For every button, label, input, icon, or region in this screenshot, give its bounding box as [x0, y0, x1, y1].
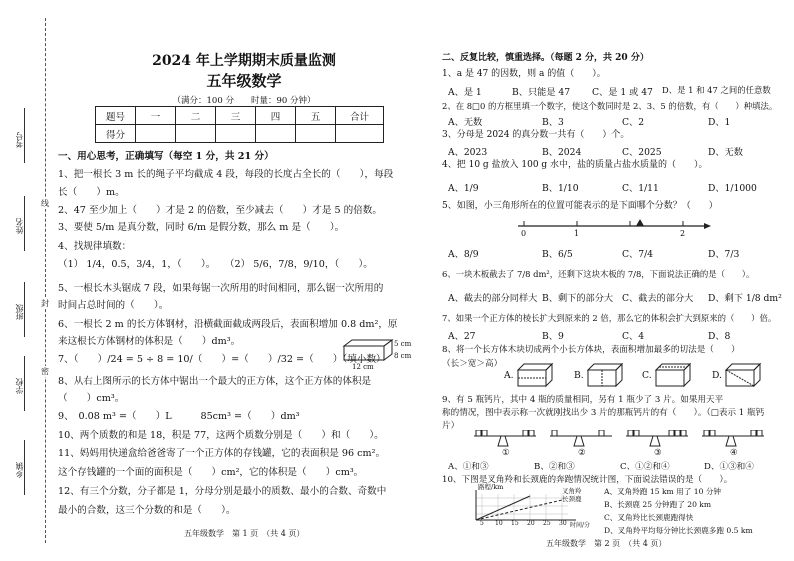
choice-q10-option[interactable]: C、叉角羚比长颈鹿跑得快	[604, 513, 694, 522]
exam-number-blank[interactable]	[24, 108, 25, 163]
choice-q6-option[interactable]: C、截去的部分大	[622, 293, 694, 304]
q5-line-1: 5、一根长木头锯成 7 段，如果每锯一次所用的时间相同，那么锯一次所用的	[58, 283, 384, 294]
right-page	[442, 0, 787, 561]
chart-ylabel: 路程/km	[478, 483, 504, 491]
score-header-row	[96, 107, 384, 125]
choice-q5-option[interactable]: B、6/5	[542, 249, 573, 260]
score-cell[interactable]	[296, 125, 336, 143]
score-cell[interactable]	[256, 125, 296, 143]
choice-q5: 5、如图，小三角形所在的位置可能表示的是下面哪个分数？（ ）	[442, 201, 718, 211]
school-label: 学校	[15, 378, 24, 394]
choice-q8-option[interactable]: C.	[642, 370, 652, 381]
cut-figure-b	[586, 362, 626, 388]
cuboid-figure	[340, 336, 402, 364]
scale-number: ③	[654, 448, 662, 458]
score-cell[interactable]	[136, 125, 176, 143]
choice-q1-option[interactable]: C、是 1 或 47	[592, 87, 653, 98]
chart-xlabel: 时间/分	[570, 522, 591, 529]
cuboid-width-label: 8 cm	[394, 352, 412, 360]
scale-number: ①	[502, 448, 510, 458]
choice-q10-option[interactable]: B、长颈鹿 25 分钟跑了 20 km	[604, 500, 712, 509]
choice-q2-option[interactable]: C、2	[622, 117, 645, 128]
q8-line-1: 8、从右上图所示的长方体中锯出一个最大的正方体，这个正方体的体积是	[58, 376, 372, 387]
scale-number: ④	[730, 448, 738, 458]
chart-legend-pronghorn: 叉角羚	[562, 487, 582, 495]
choice-q6-option[interactable]: B、剩下的部分大	[542, 293, 614, 304]
chart-xtick: 30	[559, 520, 567, 527]
balance-scale-icon	[474, 430, 536, 446]
score-header-cell: 三	[216, 107, 256, 125]
score-cell[interactable]	[176, 125, 216, 143]
cut-figure-c	[654, 362, 694, 388]
class-label: 班级	[15, 304, 24, 320]
choice-q4-option[interactable]: B、1/10	[542, 183, 579, 194]
choice-q7: 7、如果一个正方体的棱长扩大到原来的 2 倍，那么它的体积会扩大到原来的（ ）倍。	[442, 313, 777, 323]
q8-line-2: （ ）cm³。	[58, 393, 125, 404]
choice-q2: 2、在 8□0 的方框里填一个数字，使这个数同时是 2、3、5 的倍数，有（ ）种填法。	[442, 101, 778, 111]
chart-xtick: 15	[511, 520, 519, 527]
balance-scale-icon	[550, 430, 612, 446]
cuboid-length-label: 12 cm	[352, 363, 374, 371]
chart-xtick: 20	[527, 520, 535, 527]
choice-q6: 6、一块木板截去了 7/8 dm²，还剩下这块木板的 7/8，下面说法正确的是（ ）。	[442, 269, 755, 279]
choice-q3-option[interactable]: B、2024	[542, 147, 582, 158]
choice-q7-option[interactable]: D、8	[708, 331, 731, 342]
score-header-cell: 五	[296, 107, 336, 125]
pronghorn-line	[476, 496, 530, 520]
choice-q8-option[interactable]: A.	[504, 370, 514, 381]
balance-scale-icon	[702, 430, 764, 446]
cuboid-height-label: 5 cm	[394, 340, 412, 348]
scale-number: ②	[578, 448, 586, 458]
choice-q4-option[interactable]: D、1/1000	[708, 183, 757, 194]
choice-q10-option[interactable]: A、叉角羚跑 15 km 用了 10 分钟	[604, 487, 722, 496]
choice-q8-note: （长＞宽＞高）	[442, 359, 503, 369]
choice-q3-option[interactable]: D、无数	[708, 147, 743, 158]
q3-line: 3、要使 5/m 是真分数，同时 6/m 是假分数，那么 m 是（ ）。	[58, 222, 345, 233]
choice-q10: 10、下图是叉角羚和长颈鹿的奔跑情况统计图，下面说法错误的是（ ）。	[442, 475, 733, 485]
choice-q3-option[interactable]: C、2025	[622, 147, 662, 158]
score-cell[interactable]	[216, 125, 256, 143]
q9-line: 9、 0.08 m³ =（ ）L 85cm³ =（ ）dm³	[58, 411, 300, 422]
choice-q1-option[interactable]: B、只能是 47	[512, 87, 571, 98]
balance-scale-icon	[626, 430, 688, 446]
choice-q2-option[interactable]: D、1	[708, 117, 731, 128]
choice-q9-option[interactable]: A、①和③	[448, 462, 489, 472]
choice-q4: 4、把 10 g 盐放入 100 g 水中，盐的质量占盐水质量的（ ）。	[442, 160, 708, 170]
binding-strip	[0, 0, 58, 561]
exam-meta: （满分：100 分 时量：90 分钟）	[172, 96, 316, 106]
section-2-heading: 二、反复比较，慎重选择。（每题 2 分，共 20 分）	[442, 53, 649, 63]
chart-xtick: 10	[495, 520, 503, 527]
choice-q9-line-3: 片）	[442, 421, 460, 431]
score-header-cell: 二	[176, 107, 216, 125]
exam-title: 2024 年上学期期末质量监测	[152, 53, 336, 69]
choice-q2-option[interactable]: B、3	[542, 117, 564, 128]
choice-q7-option[interactable]: A、27	[448, 331, 476, 342]
choice-q1-option[interactable]: A、是 1	[448, 87, 482, 98]
choice-q1: 1、a 是 47 的因数，则 a 的值（ ）。	[442, 69, 606, 79]
choice-q9-line-2: 称的情况，图中表示称一次就刚找出少 3 片的那瓶钙片的有（ ）。（□表示 1 瓶钙	[442, 408, 765, 418]
q6-line-1: 6、一根长 2 m 的长方体钢材，沿横截面截成两段后，表面积增加 0.8 dm²，原	[58, 319, 398, 330]
cut-figure-d	[724, 362, 764, 388]
town-label: 乡镇	[15, 462, 24, 478]
choice-q9-option[interactable]: C、①②和④	[620, 462, 670, 472]
choice-q9-option[interactable]: B、②和③	[534, 462, 575, 472]
q11-line-1: 11、妈妈用快递盒给爸爸寄了一个正方体的存钱罐，它的表面积是 96 cm²。	[58, 448, 386, 459]
number-line-label: 2	[680, 229, 686, 238]
choice-q8-option[interactable]: D.	[712, 370, 722, 381]
choice-q6-option[interactable]: D、剩下 1/8 dm²	[708, 293, 782, 304]
section-1-heading: 一、用心思考，正确填写（每空 1 分，共 21 分）	[58, 151, 274, 162]
school-blank[interactable]	[24, 356, 25, 411]
chart-legend-giraffe: 长颈鹿	[562, 495, 582, 503]
choice-q7-option[interactable]: C、4	[622, 331, 645, 342]
score-table	[95, 106, 384, 143]
q12-line-2: 最小的合数，这三个分数的和是（ ）。	[58, 505, 236, 516]
page-2-footer: 五年级数学 第 2 页 （共 4 页）	[546, 539, 667, 548]
name-label: 姓名	[15, 218, 24, 234]
choice-q3-option[interactable]: A、2023	[448, 147, 488, 158]
q4-line: 4、找规律填数：	[58, 241, 132, 252]
q4-sequences: （1） 1/4，0.5，3/4，1，（ ）。 （2） 5/6，7/8，9/10，（ ）。	[58, 259, 373, 270]
choice-q5-option[interactable]: A、8/9	[448, 249, 479, 260]
class-blank[interactable]	[24, 282, 25, 337]
choice-q6-option[interactable]: A、截去的部分同样大	[448, 293, 538, 304]
giraffe-line	[476, 500, 562, 520]
score-cell[interactable]	[336, 125, 384, 143]
q11-line-2: 这个存钱罐的一个面的面积是（ ）cm²，它的体积是（ ）cm³。	[58, 467, 364, 478]
choice-q10-option[interactable]: D、叉角羚平均每分钟比长颈鹿多跑 0.5 km	[604, 526, 753, 535]
score-row-label: 得分	[96, 125, 136, 143]
binding-dashed-line	[45, 18, 46, 543]
choice-q1-option[interactable]: D、是 1 和 47 之间的任意数	[662, 85, 771, 95]
number-line-label: 1	[574, 229, 580, 238]
q6-line-2: 来这根长方体钢材的体积是（ ）dm³。	[58, 336, 241, 347]
page-1-footer: 五年级数学 第 1 页 （共 4 页）	[184, 529, 305, 538]
choice-q9-option[interactable]: D、①③和④	[704, 462, 754, 472]
town-blank[interactable]	[24, 440, 25, 495]
balance-scales-figure	[470, 430, 770, 456]
q1-line-2: 长（ ）m。	[58, 187, 125, 198]
chart-xtick: 25	[543, 520, 551, 527]
choice-q7-option[interactable]: B、9	[542, 331, 564, 342]
choice-q5-option[interactable]: D、7/3	[708, 249, 740, 260]
score-row	[96, 125, 384, 143]
q7-line: 7、（ ）/24 = 5 ÷ 8 = 10/（ ）=（ ）/32 =（ ）（填小数）	[58, 354, 386, 365]
seal-mark: 封	[41, 299, 49, 308]
secret-mark: 密	[41, 367, 49, 376]
q2-line: 2、47 至少加上（ ）才是 2 的倍数，至少减去（ ）才是 5 的倍数。	[58, 205, 382, 216]
score-header-cell: 题号	[96, 107, 136, 125]
score-header-cell: 四	[256, 107, 296, 125]
choice-q3: 3、分母是 2024 的真分数一共有（ ）个。	[442, 130, 630, 140]
exam-subtitle: 五年级数学	[206, 72, 282, 90]
left-page	[58, 0, 430, 561]
choice-q8: 8、将一个长方体木块切成两个小长方体块，表面积增加最多的切法是（ ）	[442, 345, 740, 355]
score-header-cell: 一	[136, 107, 176, 125]
q10-line: 10、两个质数的和是 18，积是 77，这两个质数分别是（ ）和（ ）。	[58, 430, 384, 441]
score-header-cell: 合计	[336, 107, 384, 125]
chart-xtick: 5	[480, 520, 484, 527]
q12-line-1: 12、有三个分数，分子都是 1，分母分别是最小的质数、最小的合数、奇数中	[58, 486, 387, 497]
exam-number-label: 考号	[15, 132, 24, 148]
triangle-marker-icon	[636, 219, 644, 226]
choice-q5-option[interactable]: C、7/4	[622, 249, 654, 260]
line-mark: 线	[41, 199, 49, 208]
number-line-label: 0	[521, 229, 527, 238]
choice-q2-option[interactable]: A、无数	[448, 117, 483, 128]
choice-q9-line-1: 9、有 5 瓶钙片，其中 4 瓶的质量相同，另有 1 瓶少了 3 片。如果用天平	[442, 395, 724, 405]
q1-line-1: 1、把一根长 3 m 长的绳子平均截成 4 段，每段的长度占全长的（ ），每段	[58, 169, 394, 180]
name-blank[interactable]	[24, 196, 25, 251]
choice-q8-option[interactable]: B.	[574, 370, 584, 381]
choice-q4-option[interactable]: A、1/9	[448, 183, 479, 194]
choice-q4-option[interactable]: C、1/11	[622, 183, 659, 194]
q5-line-2: 时间占总时间的（ ）。	[58, 300, 169, 311]
cut-figure-a	[516, 362, 556, 388]
